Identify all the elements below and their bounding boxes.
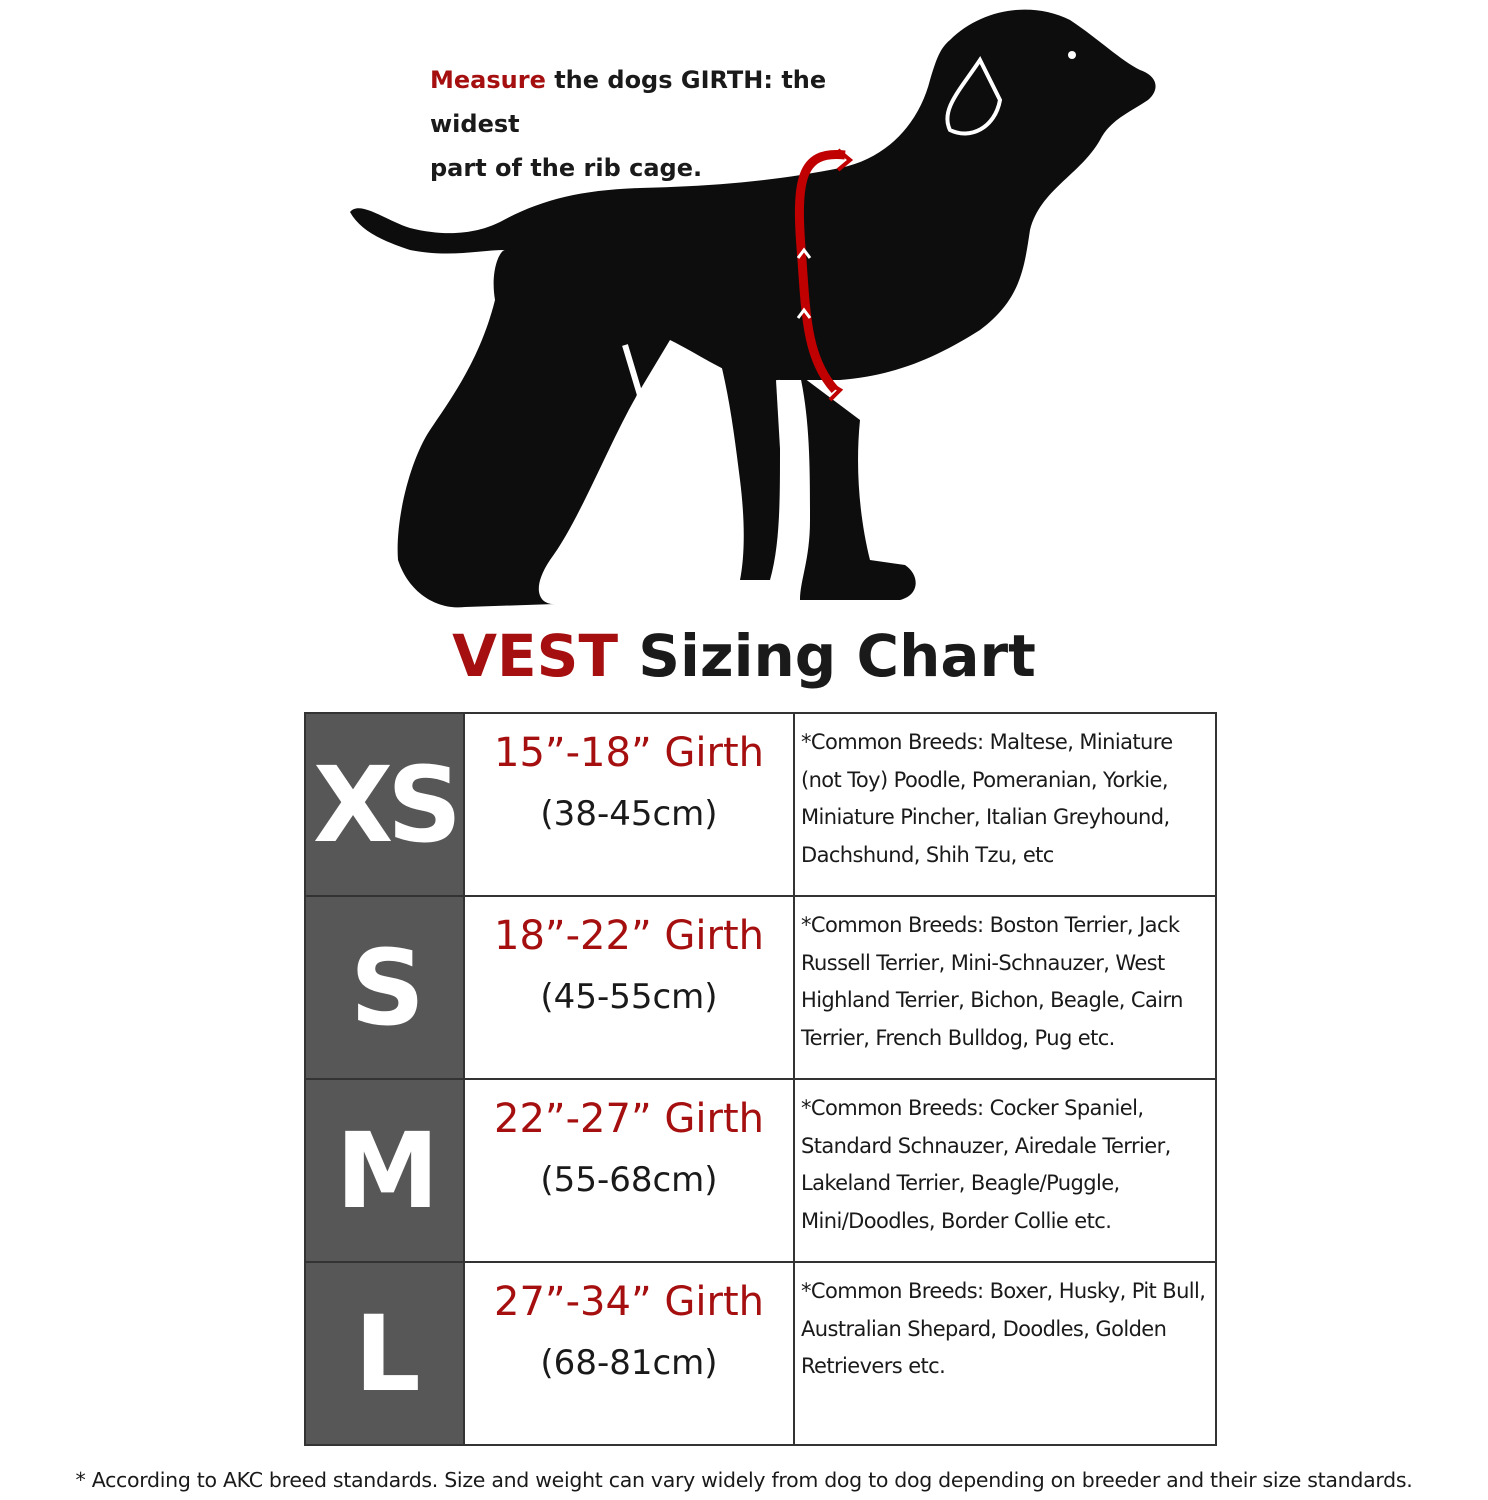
- size-label: M: [305, 1079, 464, 1262]
- table-row: [305, 713, 1216, 896]
- girth-inches: 22”-27” Girth: [494, 1096, 764, 1142]
- breeds-cell: *Common Breeds: Boxer, Husky, Pit Bull, Australian Shepard, Doodles, Golden Retrievers etc.: [794, 1262, 1216, 1445]
- girth-cell: [464, 713, 794, 896]
- instruction-line1: the dogs GIRTH: the widest: [430, 66, 827, 138]
- girth-inches: 18”-22” Girth: [494, 913, 764, 959]
- girth-cell: [464, 1262, 794, 1445]
- girth-cell: [464, 896, 794, 1079]
- breeds-cell: *Common Breeds: Maltese, Miniature (not Toy) Poodle, Pomeranian, Yorkie, Miniature Pincher, Italian Greyhound, Dachshund, Shih Tzu, etc: [794, 713, 1216, 896]
- instruction-highlight: Measure: [430, 66, 546, 94]
- table-row: [305, 896, 1216, 1079]
- footnote: * According to AKC breed standards. Size and weight can vary widely from dog to dog depending on breeder and their size standards.: [75, 1468, 1413, 1492]
- size-label: L: [305, 1262, 464, 1445]
- table-row: [305, 1079, 1216, 1262]
- girth-cell: [464, 1079, 794, 1262]
- girth-cm: (38-45cm): [540, 794, 718, 834]
- sizing-table: [304, 712, 1217, 1446]
- dog-silhouette-illustration: [340, 0, 1180, 620]
- size-label: S: [305, 896, 464, 1079]
- girth-cm: (55-68cm): [540, 1160, 718, 1200]
- size-label: XS: [305, 713, 464, 896]
- girth-inches: 27”-34” Girth: [494, 1279, 764, 1325]
- title-highlight: VEST: [452, 622, 619, 690]
- instruction-line2: part of the rib cage.: [430, 154, 703, 182]
- title-rest: Sizing Chart: [618, 622, 1036, 690]
- table-row: [305, 1262, 1216, 1445]
- girth-cm: (68-81cm): [540, 1343, 718, 1383]
- breeds-cell: *Common Breeds: Cocker Spaniel, Standard Schnauzer, Airedale Terrier, Lakeland Terrier, Beagle/Puggle, Mini/Doodles, Border Collie etc.: [794, 1079, 1216, 1262]
- girth-inches: 15”-18” Girth: [494, 730, 764, 776]
- girth-cm: (45-55cm): [540, 977, 718, 1017]
- chart-title: [0, 622, 1488, 690]
- dog-icon: [340, 0, 1180, 620]
- breeds-cell: *Common Breeds: Boston Terrier, Jack Russell Terrier, Mini-Schnauzer, West Highland Terrier, Bichon, Beagle, Cairn Terrier, French Bulldog, Pug etc.: [794, 896, 1216, 1079]
